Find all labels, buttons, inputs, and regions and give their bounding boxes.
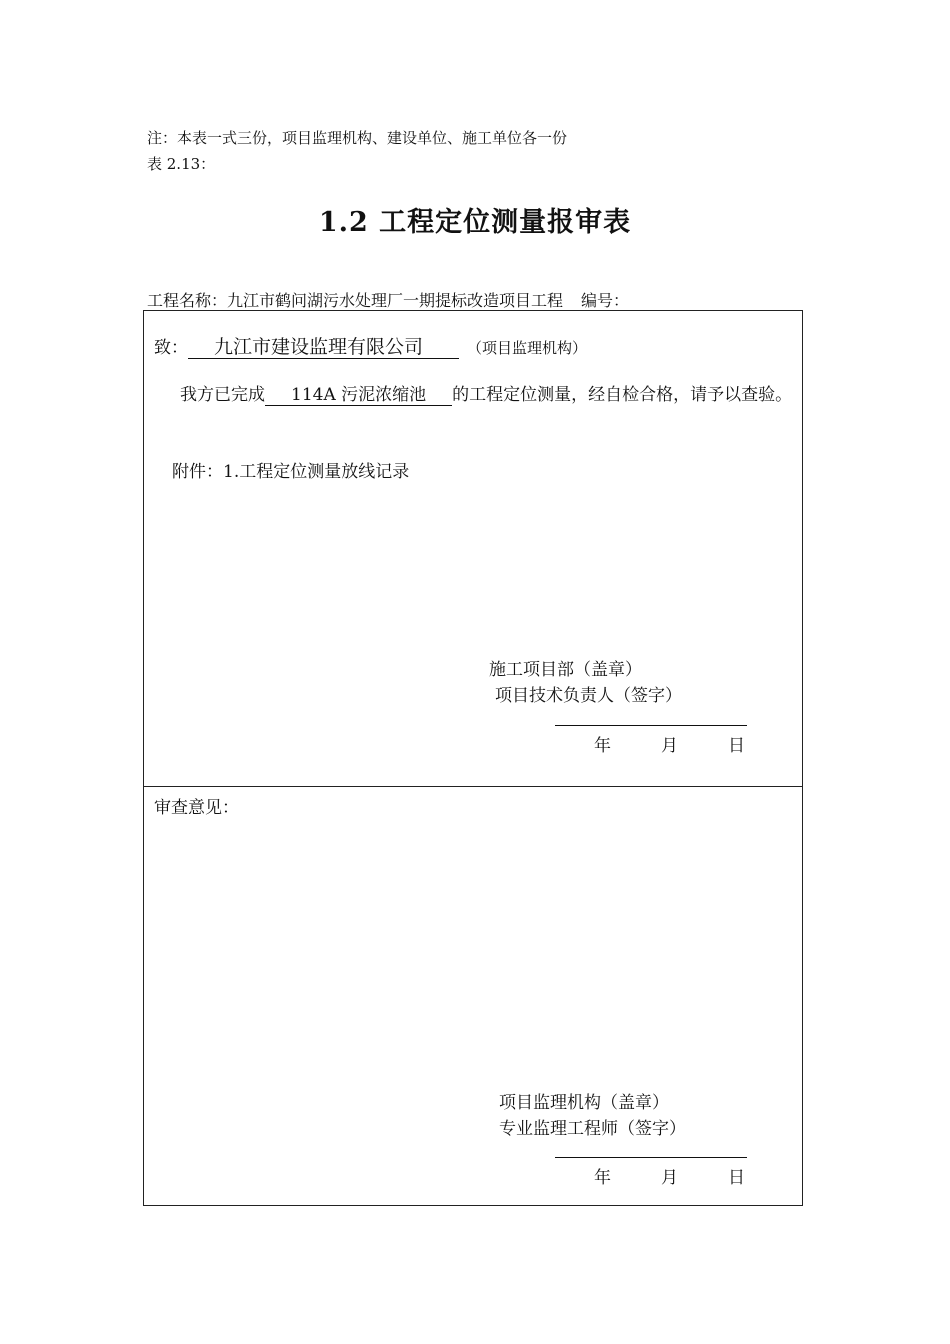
form-number-label: 编号： <box>581 291 630 310</box>
contractor-signature-line <box>555 725 747 726</box>
form-divider <box>144 786 802 787</box>
recipient-org: 九江市建设监理有限公司 <box>188 336 459 359</box>
request-paragraph <box>154 383 794 408</box>
table-number: 表 2.13： <box>147 155 216 173</box>
date-month: 月 <box>661 736 678 756</box>
request-suffix: 的工程定位测量，经自检合格，请予以查验。 <box>452 385 793 405</box>
attachment-line: 附件：1.工程定位测量放线记录 <box>172 462 410 482</box>
date-year: 年 <box>594 736 611 756</box>
request-item: 114A 污泥浓缩池 <box>265 386 452 406</box>
contractor-date <box>594 731 745 756</box>
contractor-dept-seal: 施工项目部（盖章） <box>489 660 642 680</box>
review-label: 审查意见： <box>154 798 239 818</box>
date-day: 日 <box>728 1168 745 1188</box>
date-month: 月 <box>661 1168 678 1188</box>
date-year: 年 <box>594 1168 611 1188</box>
form-note: 注：本表一式三份，项目监理机构、建设单位、施工单位各一份 <box>147 129 568 147</box>
contractor-tech-signature: 项目技术负责人（签字） <box>495 686 682 706</box>
recipient-line <box>154 333 587 359</box>
request-prefix: 我方已完成 <box>180 385 265 405</box>
date-day: 日 <box>728 736 745 756</box>
page-title: 1.2 工程定位测量报审表 <box>318 207 632 238</box>
recipient-label: 致： <box>154 338 188 358</box>
supervisor-date <box>594 1163 745 1188</box>
project-name: 工程名称：九江市鹤问湖污水处理厂一期提标改造项目工程 <box>147 291 564 310</box>
recipient-org-suffix: （项目监理机构） <box>467 339 588 357</box>
project-line <box>147 288 629 311</box>
supervisor-engineer-signature: 专业监理工程师（签字） <box>499 1119 686 1139</box>
report-form <box>143 310 803 1206</box>
supervisor-signature-line <box>555 1157 747 1158</box>
supervisor-org-seal: 项目监理机构（盖章） <box>499 1093 669 1113</box>
